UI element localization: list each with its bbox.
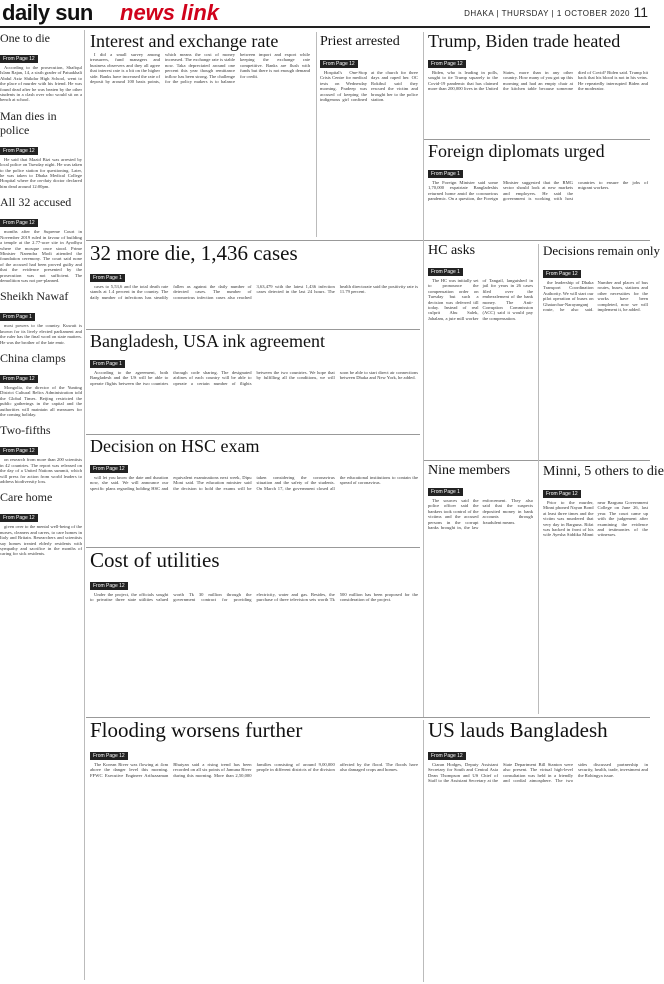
column-divider [316,32,317,237]
section-rule [86,240,650,241]
story-32-more-die [90,266,418,326]
brief-body: given over to the mental well-being of the nurses, cleaners and carers, to care homes in Italy and Britain. Researchers and scientists say homes treated elderly residents with sympathy and sacrifice in the months of caring for sick residents. [0,524,82,557]
story-body: The HC was initially set to pronounce the compensation order on Tuesday but such a decision was deferred till today. Instead of real culprit Abu Salek, Jahalam, a jute mill worker of Tangail, languished in jail for years in 26 cases filed over the embezzlement of the bank money. The Anti-Corruption Commission (ACC) said it would pay the compensation. [428,278,533,321]
column-divider [423,32,424,717]
from-page-tag: From Page 12 [90,465,128,473]
headline-foreign-diplomats: Foreign diplomats urged [428,141,605,161]
section-rule [86,547,420,548]
headline-hc-asks: HC asks [428,243,476,258]
story-body: The Foreign Minister said some 1,70,000 expatriate Bangladeshis returned home amid the coronavirus pandemic. On a question, the Foreign Minister suggested that the RMG sector should look at new markets and employers. He said the government is working with host countries to ensure the jobs of migrant workers. [428,180,648,202]
brief-title: Two-fifths [0,423,51,438]
from-page-tag: From Page 12 [428,60,466,68]
brief-title: China clamps [0,350,66,365]
headline-flooding: Flooding worsens further [90,718,303,742]
column-divider [84,30,85,980]
story-body: cases to 5,53,6 and the total death rate stands at 1.4 percent in the country. The daily number of infections has steadily fallen as against the daily number of detected cases. The number of coronavirus infection cases also reached 3,63,479 with the latest 1,436 infection cases detected in the last 24 hours. The health directorate said the positivity rate is 11.79 percent. [90,284,418,300]
story-body: Ciaran Hodges, Deputy Assistant Secretary for South and Central Asia Dean Thompson and US Chief of Staff to the Assistant Secretary at the State Department Bill Stanton were also present. The virtual high-level consultation was held in a friendly and cordial atmosphere. The two sides discussed partnership in security, health, trade, investment and the Rohingya issue. [428,762,648,784]
story-trump-biden [428,52,648,137]
headline-decision-hsc: Decision on HSC exam [90,436,260,456]
brief-title: Care home [0,490,53,505]
story-bangladesh-usa [90,352,418,432]
brief-title: Man dies in police [0,108,57,137]
headline-32-more-die: 32 more die, 1,436 cases [90,241,298,265]
brief-sheikh-nawaf [0,289,82,345]
masthead [0,0,650,28]
story-hc-asks [428,260,533,455]
section-rule [424,139,650,140]
story-nine-members [428,480,533,710]
brief-body: months after the Supreme Court in November 2019 ruled in favour of building a temple at the 2.77-acre site in Ayodhya where the mosque once stood. Prime Minister Narendra Modi attended the foundation ceremony. The court said none of the accused had been proved guilty and that the evidence presented by the prosecution was not sufficient. The demolition was not pre-planned. [0,229,82,283]
from-page-tag: From Page 12 [0,447,38,455]
from-page-tag: From Page 12 [0,514,38,522]
from-page-tag: From Page 12 [0,375,38,383]
section-rule [424,460,650,461]
story-cost-utilities [90,574,418,714]
story-decisions-remain [543,262,648,455]
headline-decisions-remain: Decisions remain only [543,243,660,258]
story-foreign-diplomats [428,162,648,237]
headline-interest-exchange: Interest and exchange rate [90,31,279,51]
brief-title: One to die [0,31,50,45]
story-body: According to the agreement, both Bangladesh and the US will be able to operate flights between the two countries through code sharing. The designated airlines of each country will be able to operate a certain number of flights between the two countries. We hope that by fulfilling all the conditions, we will soon be able to start direct air connections between Dhaka and New York, he added. [90,370,418,386]
from-page-tag: From Page 12 [320,60,358,68]
page-number: 11 [633,4,648,20]
story-us-lauds [428,744,648,980]
section-rule [86,434,420,435]
from-page-tag: From Page 12 [543,270,581,278]
story-body: Biden, who is leading in polls, sought to tie Trump squarely to the Covid-19 pandemic that has claimed more than 200,000 lives in the United States, more than in any other country. How many of you got up this morning and had an empty chair at the kitchen table because someone died of Covid? Biden said. Trump hit back that his blood is not in his veins. He repeatedly interrupted Biden and the moderator. [428,70,648,92]
brief-body: Mongolia, the director of the Yunting District Cultural Relics Administration told the Global Times. Beijing restricted the public gatherings in the capital and the authorities will maintain all measures for the coming holiday. [0,384,82,417]
story-priest-arrested [320,52,418,237]
from-page-tag: From Page 12 [90,582,128,590]
section-rule [86,717,650,718]
from-page-tag: From Page 1 [0,313,35,321]
story-interest-exchange [90,52,310,237]
headline-us-lauds: US lauds Bangladesh [428,718,608,742]
story-body: I did a small survey among treasurers, fund managers and business observers and they all agree that interest rate is a bit on the higher side. Banks have increased the rate of deposit by around 100 basis points, which means the cost of money increased. The exchange rate is stable now. Taka depreciated around one percent this year though remittance inflow has been strong. The challenge for the policy makers is to balance between import and export while keeping the exchange rate competitive. Banks are flush with funds but there is not enough demand for credit. [90,52,310,85]
from-page-tag: From Page 12 [0,147,38,155]
story-decision-hsc [90,457,418,542]
from-page-tag: From Page 12 [0,55,38,63]
from-page-tag: From Page 1 [90,360,125,368]
headline-minni: Minni, 5 others to die [543,464,664,479]
brief-body: most powers to the country. Kuwait is known for its lively elected parliament and the ruler has the final word on state matters. He was the brother of the late emir. [0,323,82,345]
from-page-tag: From Page 12 [543,490,581,498]
story-flooding [90,744,418,980]
left-briefs-column [0,31,82,981]
newspaper-brand: daily sun [2,0,93,25]
column-divider [538,244,539,714]
from-page-tag: From Page 1 [90,274,125,282]
brief-china-clamps [0,351,82,417]
from-page-tag: From Page 12 [90,752,128,760]
column-divider [423,720,424,982]
dateline: DHAKA | THURSDAY | 1 OCTOBER 2020 [464,9,630,18]
section-title: news link [120,0,220,25]
story-body: The Korean River was flowing at 4cm above the danger level this morning. FFWC Executive Engineer Arifuzzaman Bhuiyan said a rising trend has been recorded on all six points of Jamuna River during this morning. More than 2,50,000 families consisting of around 9,00,000 people in different districts of the division affected by the flood. The floods have also damaged crops and homes. [90,762,418,778]
brief-one-to-die [0,31,82,103]
story-body: the leadership of Dhaka Transport Coordination Authority. We will start our pilot operation of buses on Ghatarchar-Narayanganj route, he also said. Number and places of bus routes, buses, stations and other necessities for the works have been completed, now we will implement it, he added. [543,280,648,313]
headline-priest-arrested: Priest arrested [320,34,400,49]
brief-body: According to the prosecution, Shafiqul Islam Rajan, 14, a sixth grader of Patuakhali Abdul Aziz Shikdar High School, went to the place of murder with his friend. He was found dead after he was beaten by the other students in a clash over who would sit on a bench at school. [0,65,82,103]
from-page-tag: From Page 1 [428,170,463,178]
headline-nine-members: Nine members [428,463,511,478]
story-body: will let you know the date and duration now, she said. We will announce our specific plans regarding holding HSC and equivalent examinations next week, Dipu Moni said. The education minister said the decision to hold the exams will be taken considering the coronavirus situation and the safety of the students. On March 17, the government closed all the educational institutions to contain the spread of coronavirus. [90,475,418,491]
story-body: The sources said the police officer said the bankers took control of the victims and the accused persons in the corrupt banks brought in, the law enforcement. They also said that the suspects deposited money in bank accounts through fraudulent means. [428,498,533,531]
headline-bangladesh-usa: Bangladesh, USA ink agreement [90,331,325,351]
story-body: Hospital's One-Stop Crisis Centre for medical tests on Wednesday morning. Pradeep was accused of keeping the indigenous girl confined at the church for three days and raped her. OC Rokibul said they rescued the victim and brought her to the police station. [320,70,418,103]
brief-title: All 32 accused [0,195,72,210]
brief-all-32-accused [0,195,82,283]
story-body: Under the project, the officials sought to privatise three state utilities valued worth Tk 30 million through the government contract for providing electricity, water and gas. Besides, the purchase of three television sets worth Tk 500 million has been proposed for the consideration of the project. [90,592,418,603]
brief-body: on research from more than 200 scientists in 42 countries. The report was released on the day of a United Nations summit, which will press for action from world leaders to address biodiversity loss. [0,457,82,485]
from-page-tag: From Page 1 [428,268,463,276]
section-rule [86,329,420,330]
brief-body: He said that Mazid Bizi was arrested by local police on Tuesday night. He was taken to the police station for questioning. Later, he was taken to Dhaka Medical College Hospital where the on-duty doctor declared him dead around 12:00pm. [0,156,82,189]
story-minni [543,482,648,710]
brief-title: Sheikh Nawaf [0,289,69,304]
from-page-tag: From Page 12 [428,752,466,760]
headline-cost-utilities: Cost of utilities [90,548,220,572]
from-page-tag: From Page 12 [0,219,38,227]
story-body: Prior to the murder, Minni phoned Nayan Bond at least three times and the victim was murdered that very day in Barguna. Rifat was hacked in front of his wife Ayesha Siddika Minni near Barguna Government College on June 26, last year. The court came up with the judgement after examining the evidence and testimonies of the witnesses. [543,500,648,538]
headline-trump-biden: Trump, Biden trade heated [428,31,621,51]
from-page-tag: From Page 1 [428,488,463,496]
brief-man-dies-in-police [0,109,82,189]
brief-care-home [0,490,82,556]
brief-two-fifths [0,423,82,484]
